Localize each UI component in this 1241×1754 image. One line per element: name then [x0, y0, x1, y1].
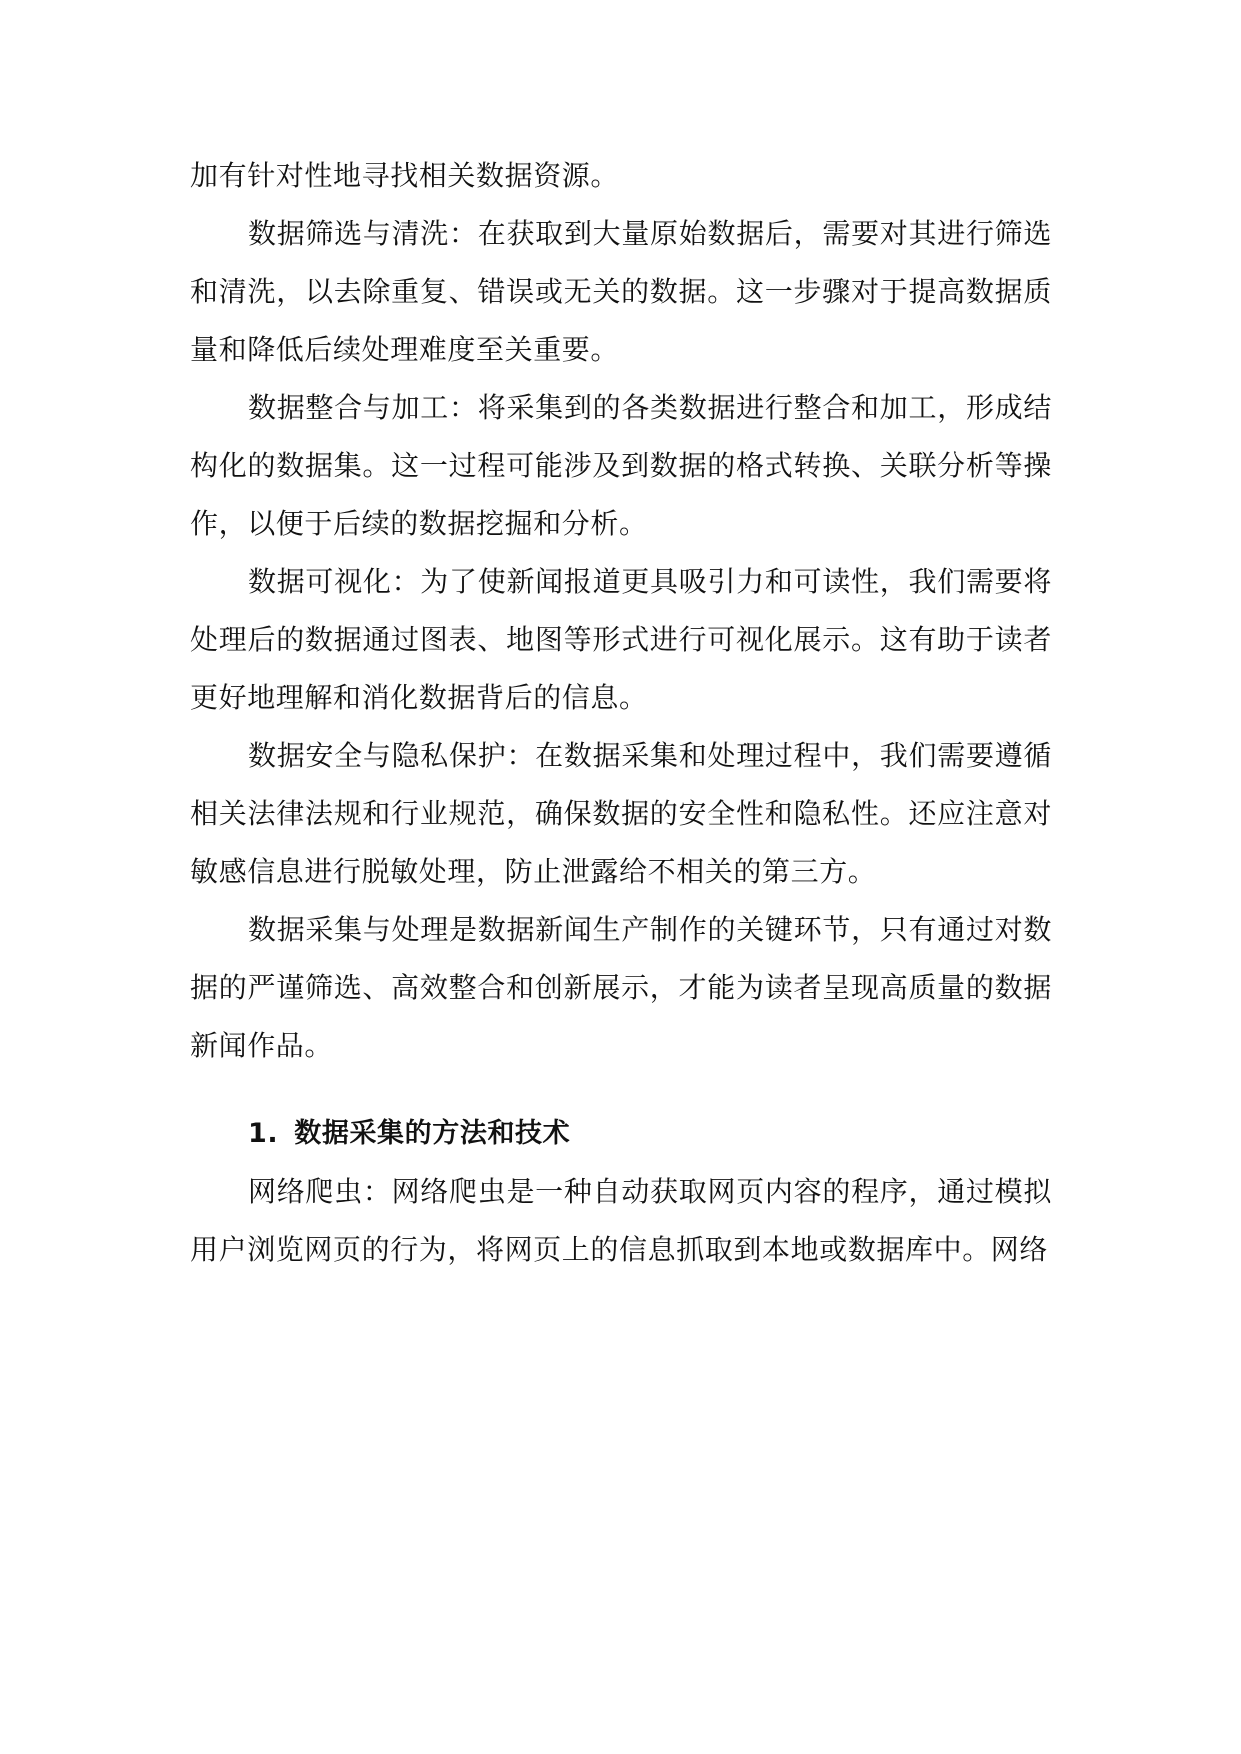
paragraph-data-visualization: 数据可视化：为了使新闻报道更具吸引力和可读性，我们需要将处理后的数据通过图表、地图等形式进行可视化展示。这有助于读者更好地理解和消化数据背后的信息。	[190, 565, 1052, 714]
paragraph-data-integration: 数据整合与加工：将采集到的各类数据进行整合和加工，形成结构化的数据集。这一过程可能涉及到数据的格式转换、关联分析等操作，以便于后续的数据挖掘和分析。	[190, 391, 1052, 540]
section-number: 1.	[248, 1118, 279, 1149]
paragraph-web-crawler: 网络爬虫：网络爬虫是一种自动获取网页内容的程序，通过模拟用户浏览网页的行为，将网页上的信息抓取到本地或数据库中。网络	[190, 1175, 1052, 1266]
document-body	[190, 147, 1052, 1279]
paragraph-continuation: 加有针对性地寻找相关数据资源。	[190, 159, 620, 192]
section-heading	[190, 1105, 1052, 1163]
paragraph-data-filtering: 数据筛选与清洗：在获取到大量原始数据后，需要对其进行筛选和清洗，以去除重复、错误或无关的数据。这一步骤对于提高数据质量和降低后续处理难度至关重要。	[190, 217, 1052, 366]
section-title: 数据采集的方法和技术	[294, 1118, 571, 1149]
paragraph-summary: 数据采集与处理是数据新闻生产制作的关键环节，只有通过对数据的严谨筛选、高效整合和创新展示，才能为读者呈现高质量的数据新闻作品。	[190, 913, 1052, 1062]
paragraph-data-security: 数据安全与隐私保护：在数据采集和处理过程中，我们需要遵循相关法律法规和行业规范，确保数据的安全性和隐私性。还应注意对敏感信息进行脱敏处理，防止泄露给不相关的第三方。	[190, 739, 1052, 888]
